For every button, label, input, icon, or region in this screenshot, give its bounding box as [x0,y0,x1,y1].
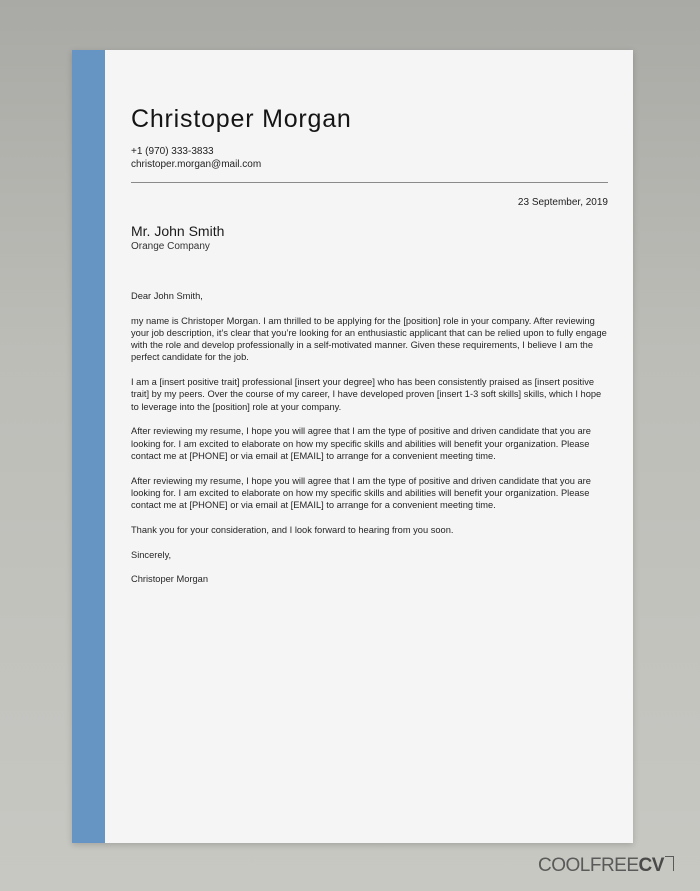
sender-phone: +1 (970) 333-3833 [131,146,214,157]
signature: Christoper Morgan [131,574,208,585]
sender-contact [131,145,261,171]
paragraph: I am a [insert positive trait] professional [insert your degree] who has been consistently praised as [insert positive trait] by my peers. Over the course of my career, I have developed proven [insert 1-3 soft skills] skills, which I hope to leverage into the [position] role at your company. [131,377,602,412]
accent-sidebar [72,50,105,843]
header-divider [131,182,608,183]
sender-email: christoper.morgan@mail.com [131,159,262,170]
cover-letter-page [72,50,633,843]
sender-name: Christoper Morgan [131,105,352,133]
recipient-company: Orange Company [131,241,210,252]
greeting: Dear John Smith, [131,291,203,301]
recipient-block [131,223,224,253]
letter-body [131,290,608,598]
paragraph: After reviewing my resume, I hope you will agree that I am the type of positive and driven candidate that you are looking for. I am excited to elaborate on how my specific skills and abilities will benefit your organization. Please contact me at [PHONE] or via email at [EMAIL] to arrange for a convenient meeting time. [131,426,591,461]
closing: Sincerely, [131,549,172,560]
brand-logo [538,855,664,877]
paragraph: After reviewing my resume, I hope you will agree that I am the type of positive and driven candidate that you are looking for. I am excited to elaborate on how my specific skills and abilities will benefit your organization. Please contact me at [PHONE] or via email at [EMAIL] to arrange for a convenient meeting time. [131,475,591,511]
brand-light: COOLFREE [538,855,639,876]
letter-date: 23 September, 2019 [517,197,608,208]
brand-corner-icon [665,856,674,871]
paragraph: my name is Christoper Morgan. I am thrilled to be applying for the [position] role in your company. After reviewing your job description, it’s clear that you’re looking for an enthusiastic applicant that can be relied upon to fully engage with the role and develop professionally in a self-motivated manner. Given these requirements, I believe I am the perfect candidate for the job. [131,315,607,363]
brand-bold: CV [638,855,664,876]
paragraph: Thank you for your consideration, and I look forward to hearing from you soon. [131,524,454,535]
recipient-name: Mr. John Smith [131,223,225,239]
